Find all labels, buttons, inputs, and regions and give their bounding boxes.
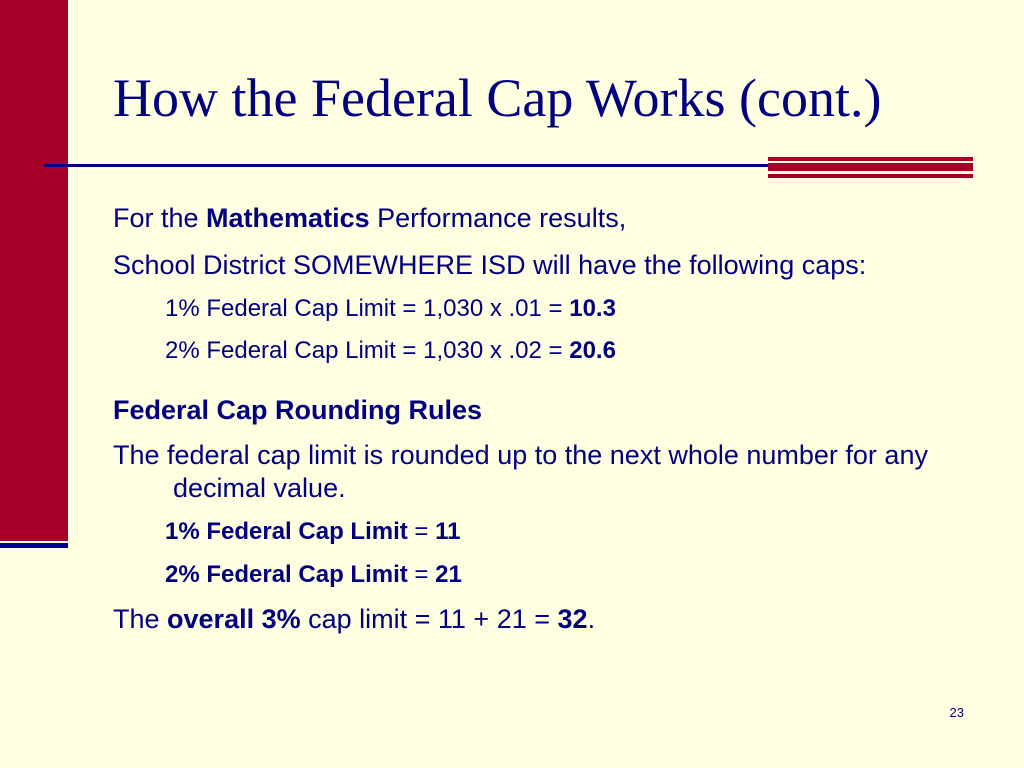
overall-prefix: The bbox=[113, 604, 168, 634]
intro-prefix: For the bbox=[113, 203, 207, 233]
rounded-cap-2 bbox=[113, 560, 983, 590]
subject-name: Mathematics bbox=[206, 203, 370, 233]
overall-label: overall 3% bbox=[167, 604, 301, 634]
rounded-cap-1-value: 11 bbox=[435, 518, 461, 545]
intro-suffix: Performance results, bbox=[369, 203, 627, 233]
calc-2-percent-result: 20.6 bbox=[569, 337, 616, 364]
district-caps-line: School District SOMEWHERE ISD will have the following caps: bbox=[113, 250, 867, 280]
title-accent-bar-middle bbox=[768, 163, 973, 171]
page-number: 23 bbox=[949, 705, 964, 720]
calc-2-percent bbox=[113, 336, 983, 366]
title-divider bbox=[44, 164, 770, 167]
slide-body bbox=[113, 202, 983, 636]
overall-middle: cap limit = 11 + 21 = bbox=[300, 604, 558, 634]
rounding-rule: The federal cap limit is rounded up to the next whole number for any decimal value. bbox=[113, 440, 928, 503]
intro-line bbox=[113, 202, 983, 235]
calc-1-percent bbox=[113, 294, 983, 324]
rounded-cap-1-eq: = bbox=[407, 518, 436, 545]
slide-title: How the Federal Cap Works (cont.) bbox=[113, 68, 882, 128]
overall-value: 32 bbox=[557, 604, 588, 634]
rounded-cap-2-label: 2% Federal Cap Limit bbox=[165, 561, 408, 588]
rounded-cap-1-label: 1% Federal Cap Limit bbox=[165, 518, 408, 545]
title-accent-bar-top bbox=[768, 157, 973, 161]
rounded-cap-1 bbox=[113, 517, 983, 547]
calc-2-percent-text: 2% Federal Cap Limit = 1,030 x .02 = bbox=[165, 337, 570, 364]
rounding-heading bbox=[113, 394, 983, 427]
rounded-cap-2-value: 21 bbox=[435, 561, 462, 588]
left-accent-bar bbox=[0, 0, 68, 541]
left-accent-line bbox=[0, 543, 68, 548]
title-accent-bar-bottom bbox=[768, 174, 973, 178]
overall-suffix: . bbox=[587, 604, 596, 634]
rounding-heading-text: Federal Cap Rounding Rules bbox=[113, 395, 483, 425]
calc-1-percent-result: 10.3 bbox=[569, 295, 616, 322]
calc-1-percent-text: 1% Federal Cap Limit = 1,030 x .01 = bbox=[165, 295, 570, 322]
rounded-cap-2-eq: = bbox=[407, 561, 436, 588]
overall-cap-line bbox=[113, 603, 983, 636]
